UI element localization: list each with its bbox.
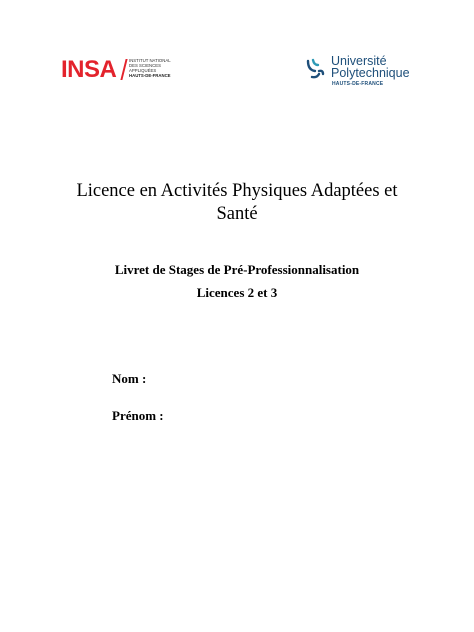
uphf-title [331,55,410,79]
document-title-line: Licence en Activités Physiques Adaptées et [76,181,398,201]
insa-region: HAUTS-DE-FRANCE [129,73,171,78]
uphf-logo [306,54,422,90]
insa-wordmark: INSA [61,56,117,83]
document-levels: Licences 2 et 3 [196,285,278,300]
insa-line: APPLIQUÉES [129,68,157,73]
insa-logo [61,57,179,83]
insa-line: DES SCIENCES [129,63,161,68]
insa-line: INSTITUT NATIONAL [129,58,171,63]
uphf-mark-icon [306,57,328,79]
uphf-region: HAUTS-DE-FRANCE [332,81,384,87]
document-subtitle: Livret de Stages de Pré-Professionnalisation [114,262,360,277]
document-title [40,180,434,226]
document-title-line: Santé [216,204,258,224]
uphf-title-line: Polytechnique [331,66,410,80]
uphf-title-line: Université [331,54,387,68]
nom-field-label: Nom : [112,371,147,386]
insa-logo-divider [120,59,127,80]
insa-institution-name [129,58,171,78]
prenom-field-label: Prénom : [112,408,164,423]
